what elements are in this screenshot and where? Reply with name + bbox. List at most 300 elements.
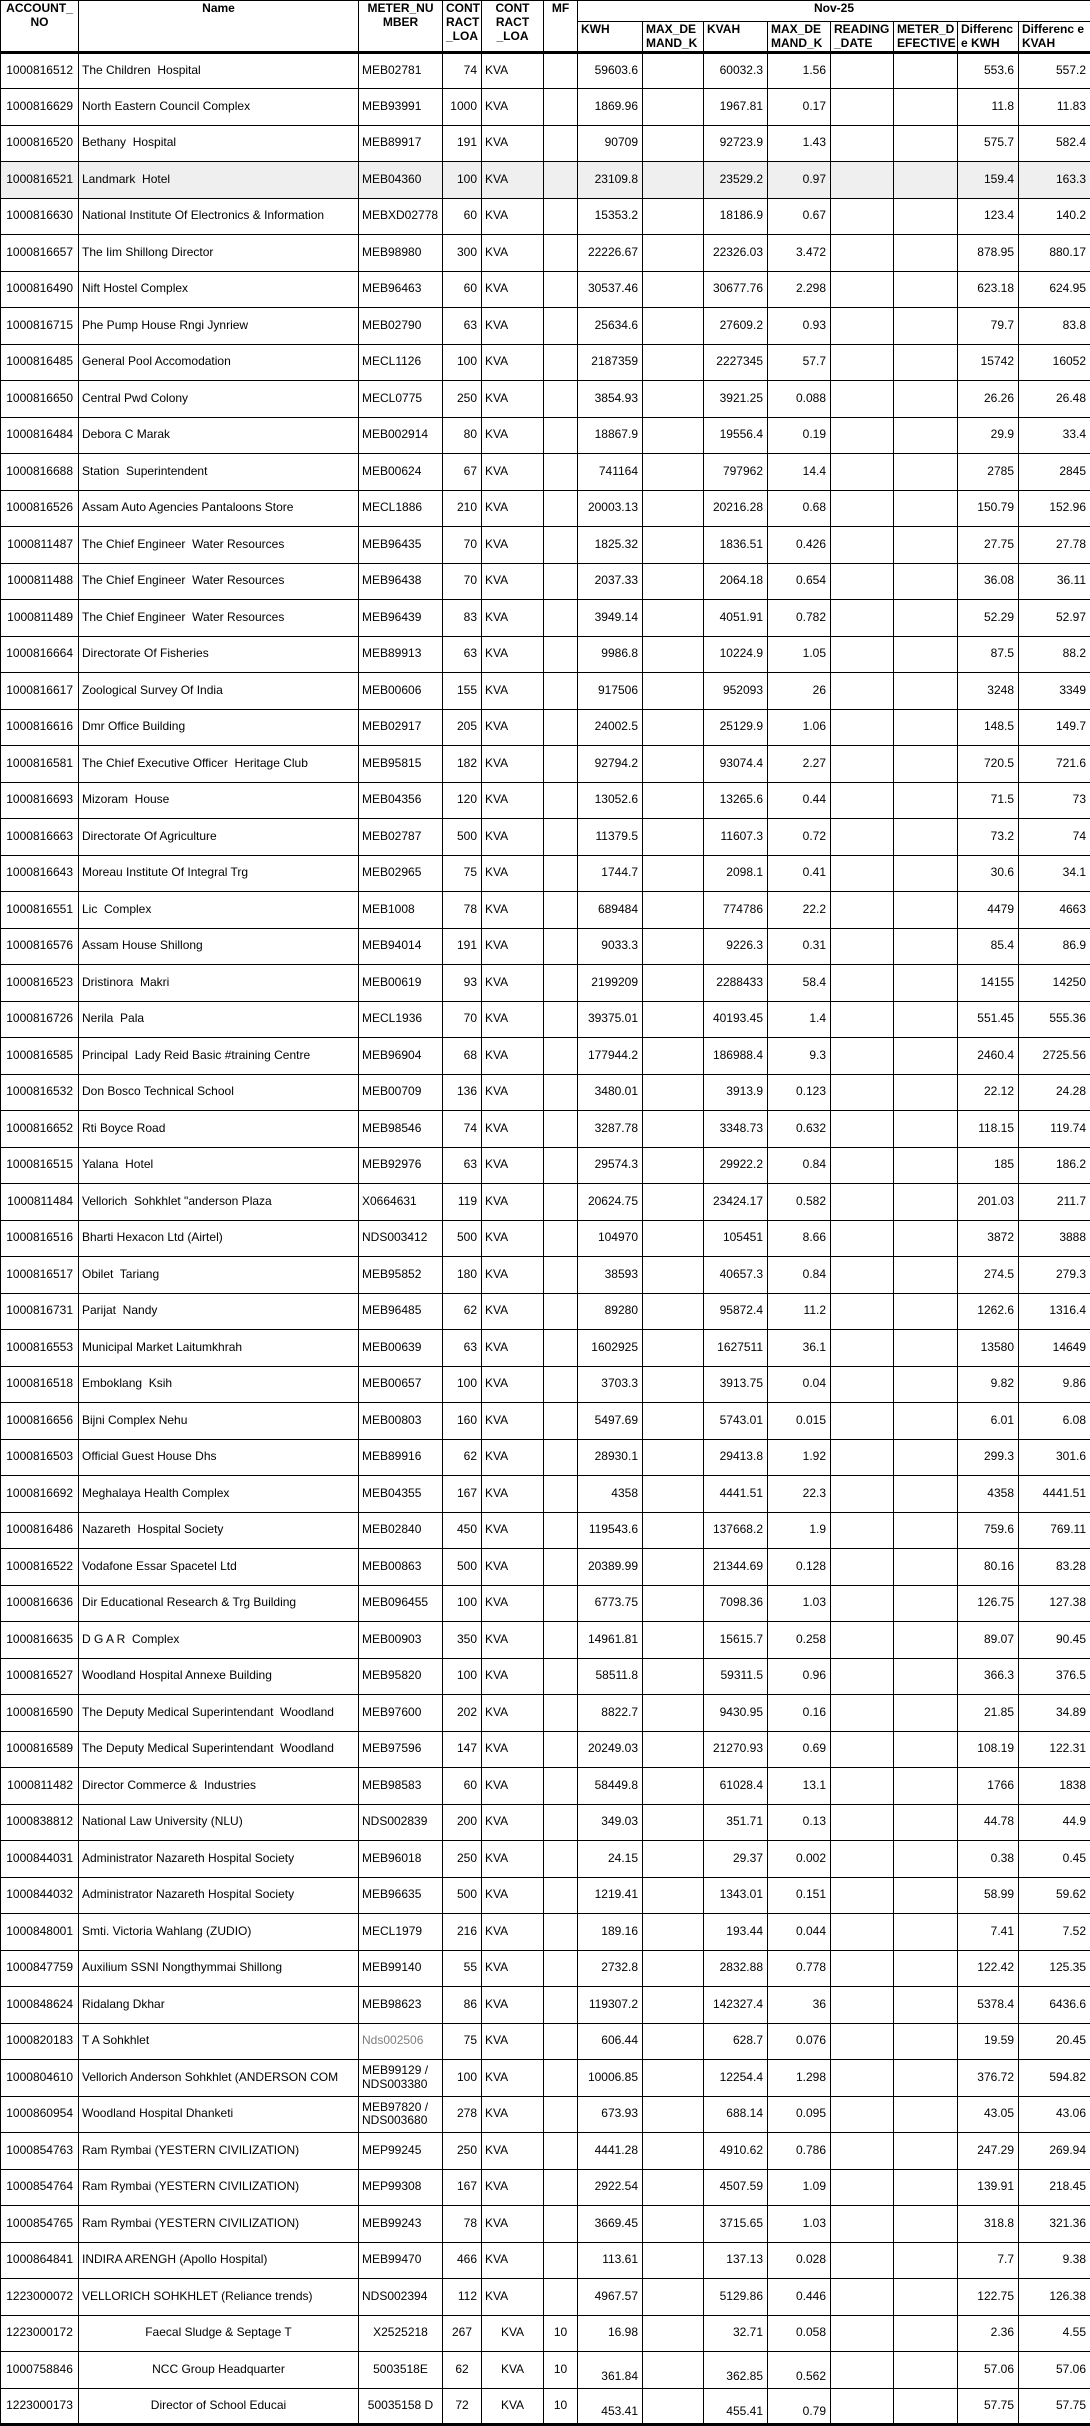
cell-difference-kvah[interactable]: 83.8	[1019, 308, 1090, 345]
cell-contract-load[interactable]: 267	[443, 2315, 482, 2352]
cell-reading-date[interactable]	[831, 2096, 894, 2133]
cell-account-no[interactable]: 1000816503	[1, 1439, 79, 1476]
cell-kvah[interactable]: 22326.03	[704, 235, 768, 272]
cell-reading-date[interactable]	[831, 1804, 894, 1841]
cell-meter-number[interactable]: MEB95852	[359, 1257, 443, 1294]
cell-contract-load-unit[interactable]: KVA	[482, 527, 544, 564]
cell-max-demand-k-2[interactable]: 0.028	[768, 2242, 831, 2279]
cell-kvah[interactable]: 23529.2	[704, 162, 768, 199]
cell-max-demand-k-2[interactable]: 0.258	[768, 1622, 831, 1659]
cell-meter-number[interactable]: MEB00657	[359, 1366, 443, 1403]
cell-max-demand-k-1[interactable]	[643, 52, 704, 89]
cell-max-demand-k-2[interactable]: 1.298	[768, 2060, 831, 2097]
cell-meter-number[interactable]: NDS002839	[359, 1804, 443, 1841]
cell-contract-load-unit[interactable]: KVA	[482, 1585, 544, 1622]
cell-meter-number[interactable]: MEB98583	[359, 1768, 443, 1805]
cell-contract-load[interactable]: 180	[443, 1257, 482, 1294]
cell-mf[interactable]	[544, 162, 578, 199]
cell-mf[interactable]	[544, 1293, 578, 1330]
cell-account-no[interactable]: 1000816515	[1, 1147, 79, 1184]
cell-mf[interactable]	[544, 235, 578, 272]
cell-mf[interactable]	[544, 2169, 578, 2206]
cell-max-demand-k-2[interactable]: 22.2	[768, 892, 831, 929]
cell-difference-kvah[interactable]: 2845	[1019, 454, 1090, 491]
cell-account-no[interactable]: 1223000172	[1, 2315, 79, 2352]
cell-meter-defective[interactable]	[894, 2388, 958, 2425]
cell-contract-load-unit[interactable]: KVA	[482, 782, 544, 819]
cell-difference-kvah[interactable]: 555.36	[1019, 1001, 1090, 1038]
cell-max-demand-k-2[interactable]: 1.09	[768, 2169, 831, 2206]
cell-name[interactable]: Directorate Of Agriculture	[79, 819, 359, 856]
cell-difference-kvah[interactable]: 582.4	[1019, 125, 1090, 162]
cell-mf[interactable]	[544, 1914, 578, 1951]
cell-contract-load-unit[interactable]: KVA	[482, 1549, 544, 1586]
cell-reading-date[interactable]	[831, 1731, 894, 1768]
cell-difference-kvah[interactable]: 57.06	[1019, 2352, 1090, 2389]
cell-max-demand-k-2[interactable]: 0.015	[768, 1403, 831, 1440]
cell-max-demand-k-1[interactable]	[643, 1695, 704, 1732]
cell-difference-kvah[interactable]: 880.17	[1019, 235, 1090, 272]
cell-contract-load[interactable]: 83	[443, 600, 482, 637]
cell-max-demand-k-1[interactable]	[643, 417, 704, 454]
cell-account-no[interactable]: 1000816630	[1, 198, 79, 235]
cell-account-no[interactable]: 1000816643	[1, 855, 79, 892]
cell-mf[interactable]	[544, 1257, 578, 1294]
cell-meter-number[interactable]: Nds002506	[359, 2023, 443, 2060]
col-header-name[interactable]: Name	[79, 1, 359, 53]
cell-meter-number[interactable]: MEB93991	[359, 89, 443, 126]
cell-meter-number[interactable]: MEB95815	[359, 746, 443, 783]
cell-contract-load-unit[interactable]: KVA	[482, 1330, 544, 1367]
cell-difference-kwh[interactable]: 122.75	[958, 2279, 1019, 2316]
cell-contract-load-unit[interactable]: KVA	[482, 2060, 544, 2097]
cell-kvah[interactable]: 30677.76	[704, 271, 768, 308]
cell-difference-kwh[interactable]: 73.2	[958, 819, 1019, 856]
cell-meter-defective[interactable]	[894, 1330, 958, 1367]
cell-max-demand-k-1[interactable]	[643, 1585, 704, 1622]
cell-account-no[interactable]: 1000816485	[1, 344, 79, 381]
cell-kwh[interactable]: 349.03	[578, 1804, 643, 1841]
cell-difference-kwh[interactable]: 0.38	[958, 1841, 1019, 1878]
cell-difference-kvah[interactable]: 557.2	[1019, 52, 1090, 89]
cell-meter-defective[interactable]	[894, 527, 958, 564]
cell-max-demand-k-1[interactable]	[643, 2352, 704, 2389]
cell-difference-kvah[interactable]: 9.86	[1019, 1366, 1090, 1403]
cell-kwh[interactable]: 9986.8	[578, 636, 643, 673]
cell-max-demand-k-2[interactable]: 14.4	[768, 454, 831, 491]
cell-mf[interactable]	[544, 2133, 578, 2170]
cell-meter-number[interactable]: X2525218	[359, 2315, 443, 2352]
cell-max-demand-k-2[interactable]: 1.4	[768, 1001, 831, 1038]
cell-kwh[interactable]: 15353.2	[578, 198, 643, 235]
cell-max-demand-k-2[interactable]: 0.095	[768, 2096, 831, 2133]
cell-kvah[interactable]: 40657.3	[704, 1257, 768, 1294]
cell-reading-date[interactable]	[831, 235, 894, 272]
cell-contract-load-unit[interactable]: KVA	[482, 1074, 544, 1111]
cell-name[interactable]: Debora C Marak	[79, 417, 359, 454]
cell-difference-kwh[interactable]: 11.8	[958, 89, 1019, 126]
cell-name[interactable]: Dir Educational Research & Trg Building	[79, 1585, 359, 1622]
cell-name[interactable]: Nift Hostel Complex	[79, 271, 359, 308]
cell-account-no[interactable]: 1000816617	[1, 673, 79, 710]
cell-name[interactable]: Don Bosco Technical School	[79, 1074, 359, 1111]
cell-max-demand-k-2[interactable]: 0.16	[768, 1695, 831, 1732]
cell-meter-defective[interactable]	[894, 2169, 958, 2206]
cell-reading-date[interactable]	[831, 1403, 894, 1440]
cell-account-no[interactable]: 1000838812	[1, 1804, 79, 1841]
cell-kvah[interactable]: 29413.8	[704, 1439, 768, 1476]
cell-kvah[interactable]: 2227345	[704, 344, 768, 381]
cell-reading-date[interactable]	[831, 1330, 894, 1367]
cell-contract-load[interactable]: 63	[443, 1147, 482, 1184]
cell-contract-load-unit[interactable]: KVA	[482, 2169, 544, 2206]
cell-account-no[interactable]: 1000816590	[1, 1695, 79, 1732]
cell-meter-defective[interactable]	[894, 1257, 958, 1294]
cell-reading-date[interactable]	[831, 1512, 894, 1549]
cell-account-no[interactable]: 1000847759	[1, 1950, 79, 1987]
cell-kvah[interactable]: 29.37	[704, 1841, 768, 1878]
cell-account-no[interactable]: 1000854765	[1, 2206, 79, 2243]
cell-meter-defective[interactable]	[894, 819, 958, 856]
cell-name[interactable]: Emboklang Ksih	[79, 1366, 359, 1403]
cell-account-no[interactable]: 1000816512	[1, 52, 79, 89]
cell-max-demand-k-2[interactable]: 2.27	[768, 746, 831, 783]
cell-kwh[interactable]: 20624.75	[578, 1184, 643, 1221]
cell-max-demand-k-2[interactable]: 0.13	[768, 1804, 831, 1841]
cell-meter-number[interactable]: MEB002914	[359, 417, 443, 454]
cell-kvah[interactable]: 18186.9	[704, 198, 768, 235]
cell-difference-kvah[interactable]: 74	[1019, 819, 1090, 856]
cell-difference-kvah[interactable]: 4.55	[1019, 2315, 1090, 2352]
cell-kwh[interactable]: 3854.93	[578, 381, 643, 418]
cell-reading-date[interactable]	[831, 1220, 894, 1257]
cell-contract-load[interactable]: 62	[443, 2352, 482, 2389]
cell-kwh[interactable]: 28930.1	[578, 1439, 643, 1476]
cell-meter-defective[interactable]	[894, 1366, 958, 1403]
cell-difference-kvah[interactable]: 11.83	[1019, 89, 1090, 126]
cell-max-demand-k-2[interactable]: 0.426	[768, 527, 831, 564]
cell-contract-load[interactable]: 250	[443, 2133, 482, 2170]
cell-kwh[interactable]: 18867.9	[578, 417, 643, 454]
cell-max-demand-k-1[interactable]	[643, 1804, 704, 1841]
cell-contract-load-unit[interactable]: KVA	[482, 1184, 544, 1221]
cell-name[interactable]: The Chief Engineer Water Resources	[79, 563, 359, 600]
cell-max-demand-k-2[interactable]: 0.31	[768, 928, 831, 965]
cell-reading-date[interactable]	[831, 1950, 894, 1987]
cell-difference-kwh[interactable]: 150.79	[958, 490, 1019, 527]
cell-meter-defective[interactable]	[894, 1731, 958, 1768]
cell-meter-number[interactable]: MECL1126	[359, 344, 443, 381]
cell-meter-defective[interactable]	[894, 892, 958, 929]
cell-kvah[interactable]: 5743.01	[704, 1403, 768, 1440]
cell-account-no[interactable]: 1000816692	[1, 1476, 79, 1513]
cell-kwh[interactable]: 20003.13	[578, 490, 643, 527]
cell-reading-date[interactable]	[831, 855, 894, 892]
cell-difference-kwh[interactable]: 7.41	[958, 1914, 1019, 1951]
cell-mf[interactable]	[544, 1549, 578, 1586]
cell-account-no[interactable]: 1000816636	[1, 1585, 79, 1622]
cell-difference-kvah[interactable]: 769.11	[1019, 1512, 1090, 1549]
cell-name[interactable]: Phe Pump House Rngi Jynriew	[79, 308, 359, 345]
cell-contract-load[interactable]: 466	[443, 2242, 482, 2279]
cell-kwh[interactable]: 606.44	[578, 2023, 643, 2060]
cell-meter-defective[interactable]	[894, 2206, 958, 2243]
cell-reading-date[interactable]	[831, 1184, 894, 1221]
cell-meter-number[interactable]: MEBXD02778	[359, 198, 443, 235]
cell-reading-date[interactable]	[831, 1914, 894, 1951]
cell-max-demand-k-2[interactable]: 22.3	[768, 1476, 831, 1513]
cell-difference-kvah[interactable]: 7.52	[1019, 1914, 1090, 1951]
cell-contract-load-unit[interactable]: KVA	[482, 855, 544, 892]
col-header-meter-defective[interactable]: METER_D EFECTIVE	[894, 22, 958, 53]
cell-contract-load-unit[interactable]: KVA	[482, 2133, 544, 2170]
cell-contract-load[interactable]: 60	[443, 198, 482, 235]
cell-contract-load[interactable]: 300	[443, 235, 482, 272]
cell-difference-kvah[interactable]: 269.94	[1019, 2133, 1090, 2170]
cell-account-no[interactable]: 1000816652	[1, 1111, 79, 1148]
cell-max-demand-k-1[interactable]	[643, 1731, 704, 1768]
cell-kvah[interactable]: 93074.4	[704, 746, 768, 783]
cell-meter-number[interactable]: X0664631	[359, 1184, 443, 1221]
cell-meter-defective[interactable]	[894, 782, 958, 819]
col-header-account-no[interactable]: ACCOUNT_ NO	[1, 1, 79, 53]
cell-kwh[interactable]: 2187359	[578, 344, 643, 381]
cell-reading-date[interactable]	[831, 2023, 894, 2060]
cell-max-demand-k-1[interactable]	[643, 855, 704, 892]
cell-name[interactable]: NCC Group Headquarter	[79, 2352, 359, 2389]
cell-difference-kvah[interactable]: 321.36	[1019, 2206, 1090, 2243]
cell-kwh[interactable]: 4358	[578, 1476, 643, 1513]
cell-mf[interactable]	[544, 198, 578, 235]
cell-contract-load-unit[interactable]: KVA	[482, 563, 544, 600]
cell-contract-load-unit[interactable]: KVA	[482, 1001, 544, 1038]
cell-name[interactable]: Ram Rymbai (YESTERN CIVILIZATION)	[79, 2169, 359, 2206]
cell-max-demand-k-2[interactable]: 0.044	[768, 1914, 831, 1951]
cell-name[interactable]: General Pool Accomodation	[79, 344, 359, 381]
cell-contract-load[interactable]: 100	[443, 1658, 482, 1695]
cell-reading-date[interactable]	[831, 673, 894, 710]
cell-kwh[interactable]: 1744.7	[578, 855, 643, 892]
cell-contract-load[interactable]: 278	[443, 2096, 482, 2133]
cell-max-demand-k-1[interactable]	[643, 563, 704, 600]
cell-mf[interactable]	[544, 344, 578, 381]
cell-meter-number[interactable]: 50035158 D	[359, 2388, 443, 2425]
cell-mf[interactable]	[544, 1111, 578, 1148]
cell-difference-kwh[interactable]: 2785	[958, 454, 1019, 491]
cell-max-demand-k-1[interactable]	[643, 673, 704, 710]
cell-contract-load-unit[interactable]: KVA	[482, 1987, 544, 2024]
cell-max-demand-k-1[interactable]	[643, 1074, 704, 1111]
col-header-contract-load-1[interactable]: CONT RACT _LOA	[443, 1, 482, 53]
cell-difference-kwh[interactable]: 247.29	[958, 2133, 1019, 2170]
cell-difference-kwh[interactable]: 274.5	[958, 1257, 1019, 1294]
cell-meter-defective[interactable]	[894, 235, 958, 272]
cell-difference-kwh[interactable]: 759.6	[958, 1512, 1019, 1549]
cell-reading-date[interactable]	[831, 1074, 894, 1111]
cell-meter-number[interactable]: MEB00803	[359, 1403, 443, 1440]
cell-meter-number[interactable]: MEB00903	[359, 1622, 443, 1659]
cell-account-no[interactable]: 1000816490	[1, 271, 79, 308]
cell-mf[interactable]	[544, 381, 578, 418]
cell-account-no[interactable]: 1000816523	[1, 965, 79, 1002]
cell-meter-defective[interactable]	[894, 1622, 958, 1659]
cell-kwh[interactable]: 14961.81	[578, 1622, 643, 1659]
cell-max-demand-k-2[interactable]: 0.96	[768, 1658, 831, 1695]
cell-difference-kwh[interactable]: 19.59	[958, 2023, 1019, 2060]
cell-difference-kvah[interactable]: 43.06	[1019, 2096, 1090, 2133]
cell-meter-defective[interactable]	[894, 1111, 958, 1148]
cell-kwh[interactable]: 113.61	[578, 2242, 643, 2279]
cell-max-demand-k-1[interactable]	[643, 600, 704, 637]
cell-kwh[interactable]: 104970	[578, 1220, 643, 1257]
cell-account-no[interactable]: 1000816585	[1, 1038, 79, 1075]
cell-kwh[interactable]: 689484	[578, 892, 643, 929]
cell-contract-load[interactable]: 112	[443, 2279, 482, 2316]
cell-contract-load[interactable]: 72	[443, 2388, 482, 2425]
cell-contract-load-unit[interactable]: KVA	[482, 1512, 544, 1549]
cell-reading-date[interactable]	[831, 892, 894, 929]
cell-kvah[interactable]: 797962	[704, 454, 768, 491]
cell-kvah[interactable]: 40193.45	[704, 1001, 768, 1038]
cell-max-demand-k-2[interactable]: 0.84	[768, 1147, 831, 1184]
cell-kwh[interactable]: 24.15	[578, 1841, 643, 1878]
cell-mf[interactable]	[544, 1184, 578, 1221]
cell-contract-load[interactable]: 147	[443, 1731, 482, 1768]
cell-reading-date[interactable]	[831, 1257, 894, 1294]
cell-kvah[interactable]: 3913.9	[704, 1074, 768, 1111]
cell-mf[interactable]	[544, 1001, 578, 1038]
cell-reading-date[interactable]	[831, 1293, 894, 1330]
cell-reading-date[interactable]	[831, 600, 894, 637]
cell-contract-load[interactable]: 67	[443, 454, 482, 491]
cell-kvah[interactable]: 92723.9	[704, 125, 768, 162]
cell-account-no[interactable]: 1000816526	[1, 490, 79, 527]
cell-account-no[interactable]: 1000816520	[1, 125, 79, 162]
cell-max-demand-k-2[interactable]: 0.97	[768, 162, 831, 199]
cell-difference-kwh[interactable]: 15742	[958, 344, 1019, 381]
cell-difference-kvah[interactable]: 218.45	[1019, 2169, 1090, 2206]
cell-mf[interactable]	[544, 928, 578, 965]
cell-contract-load-unit[interactable]: KVA	[482, 381, 544, 418]
cell-kwh[interactable]: 5497.69	[578, 1403, 643, 1440]
cell-kwh[interactable]: 29574.3	[578, 1147, 643, 1184]
cell-meter-number[interactable]: MEB89913	[359, 636, 443, 673]
cell-account-no[interactable]: 1000816516	[1, 1220, 79, 1257]
cell-name[interactable]: Landmark Hotel	[79, 162, 359, 199]
cell-name[interactable]: Auxilium SSNI Nongthymmai Shillong	[79, 1950, 359, 1987]
cell-contract-load-unit[interactable]: KVA	[482, 673, 544, 710]
cell-contract-load[interactable]: 100	[443, 344, 482, 381]
cell-difference-kwh[interactable]: 57.06	[958, 2352, 1019, 2389]
cell-difference-kwh[interactable]: 29.9	[958, 417, 1019, 454]
cell-max-demand-k-1[interactable]	[643, 709, 704, 746]
cell-contract-load-unit[interactable]: KVA	[482, 965, 544, 1002]
cell-meter-number[interactable]: MEB02917	[359, 709, 443, 746]
cell-account-no[interactable]: 1000811482	[1, 1768, 79, 1805]
cell-reading-date[interactable]	[831, 1987, 894, 2024]
cell-meter-number[interactable]: MEB94014	[359, 928, 443, 965]
cell-kvah[interactable]: 9430.95	[704, 1695, 768, 1732]
cell-max-demand-k-2[interactable]: 0.41	[768, 855, 831, 892]
cell-kvah[interactable]: 193.44	[704, 1914, 768, 1951]
cell-mf[interactable]: 10	[544, 2388, 578, 2425]
cell-reading-date[interactable]	[831, 1622, 894, 1659]
cell-max-demand-k-1[interactable]	[643, 1257, 704, 1294]
cell-difference-kwh[interactable]: 126.75	[958, 1585, 1019, 1622]
cell-mf[interactable]	[544, 1841, 578, 1878]
cell-kvah[interactable]: 142327.4	[704, 1987, 768, 2024]
cell-meter-defective[interactable]	[894, 417, 958, 454]
cell-contract-load-unit[interactable]: KVA	[482, 162, 544, 199]
cell-kwh[interactable]: 10006.85	[578, 2060, 643, 2097]
cell-kvah[interactable]: 60032.3	[704, 52, 768, 89]
cell-reading-date[interactable]	[831, 1768, 894, 1805]
cell-difference-kwh[interactable]: 118.15	[958, 1111, 1019, 1148]
cell-difference-kvah[interactable]: 3888	[1019, 1220, 1090, 1257]
cell-max-demand-k-1[interactable]	[643, 965, 704, 1002]
cell-account-no[interactable]: 1000816527	[1, 1658, 79, 1695]
cell-reading-date[interactable]	[831, 490, 894, 527]
cell-meter-number[interactable]: NDS002394	[359, 2279, 443, 2316]
cell-difference-kwh[interactable]: 4358	[958, 1476, 1019, 1513]
cell-max-demand-k-1[interactable]	[643, 1658, 704, 1695]
cell-max-demand-k-1[interactable]	[643, 1403, 704, 1440]
cell-max-demand-k-1[interactable]	[643, 2096, 704, 2133]
cell-mf[interactable]	[544, 855, 578, 892]
cell-contract-load-unit[interactable]: KVA	[482, 1476, 544, 1513]
cell-contract-load-unit[interactable]: KVA	[482, 1038, 544, 1075]
cell-mf[interactable]	[544, 490, 578, 527]
cell-meter-defective[interactable]	[894, 2279, 958, 2316]
col-header-contract-load-2[interactable]: CONT RACT _LOA	[482, 1, 544, 53]
cell-mf[interactable]	[544, 1585, 578, 1622]
cell-kvah[interactable]: 1627511	[704, 1330, 768, 1367]
cell-difference-kwh[interactable]: 299.3	[958, 1439, 1019, 1476]
cell-meter-defective[interactable]	[894, 1695, 958, 1732]
cell-kwh[interactable]: 59603.6	[578, 52, 643, 89]
cell-name[interactable]: Director Commerce & Industries	[79, 1768, 359, 1805]
cell-meter-defective[interactable]	[894, 344, 958, 381]
cell-max-demand-k-2[interactable]: 0.058	[768, 2315, 831, 2352]
cell-max-demand-k-1[interactable]	[643, 527, 704, 564]
cell-kwh[interactable]: 22226.67	[578, 235, 643, 272]
cell-difference-kwh[interactable]: 3248	[958, 673, 1019, 710]
cell-name[interactable]: Smti. Victoria Wahlang (ZUDIO)	[79, 1914, 359, 1951]
cell-meter-defective[interactable]	[894, 125, 958, 162]
cell-name[interactable]: Station Superintendent	[79, 454, 359, 491]
cell-meter-defective[interactable]	[894, 1184, 958, 1221]
cell-contract-load[interactable]: 100	[443, 1585, 482, 1622]
cell-difference-kvah[interactable]: 152.96	[1019, 490, 1090, 527]
cell-meter-number[interactable]: MEB96435	[359, 527, 443, 564]
cell-difference-kwh[interactable]: 71.5	[958, 782, 1019, 819]
cell-kvah[interactable]: 1967.81	[704, 89, 768, 126]
cell-name[interactable]: Directorate Of Fisheries	[79, 636, 359, 673]
cell-meter-defective[interactable]	[894, 1293, 958, 1330]
cell-meter-number[interactable]: MEB04360	[359, 162, 443, 199]
cell-contract-load-unit[interactable]: KVA	[482, 636, 544, 673]
cell-max-demand-k-1[interactable]	[643, 2388, 704, 2425]
cell-meter-number[interactable]: MEB04356	[359, 782, 443, 819]
cell-contract-load-unit[interactable]: KVA	[482, 1914, 544, 1951]
cell-kwh[interactable]: 23109.8	[578, 162, 643, 199]
cell-meter-number[interactable]: MEB99470	[359, 2242, 443, 2279]
cell-meter-number[interactable]: MEB96438	[359, 563, 443, 600]
cell-meter-defective[interactable]	[894, 2023, 958, 2060]
cell-name[interactable]: Obilet Tariang	[79, 1257, 359, 1294]
cell-meter-defective[interactable]	[894, 2315, 958, 2352]
cell-meter-defective[interactable]	[894, 1768, 958, 1805]
